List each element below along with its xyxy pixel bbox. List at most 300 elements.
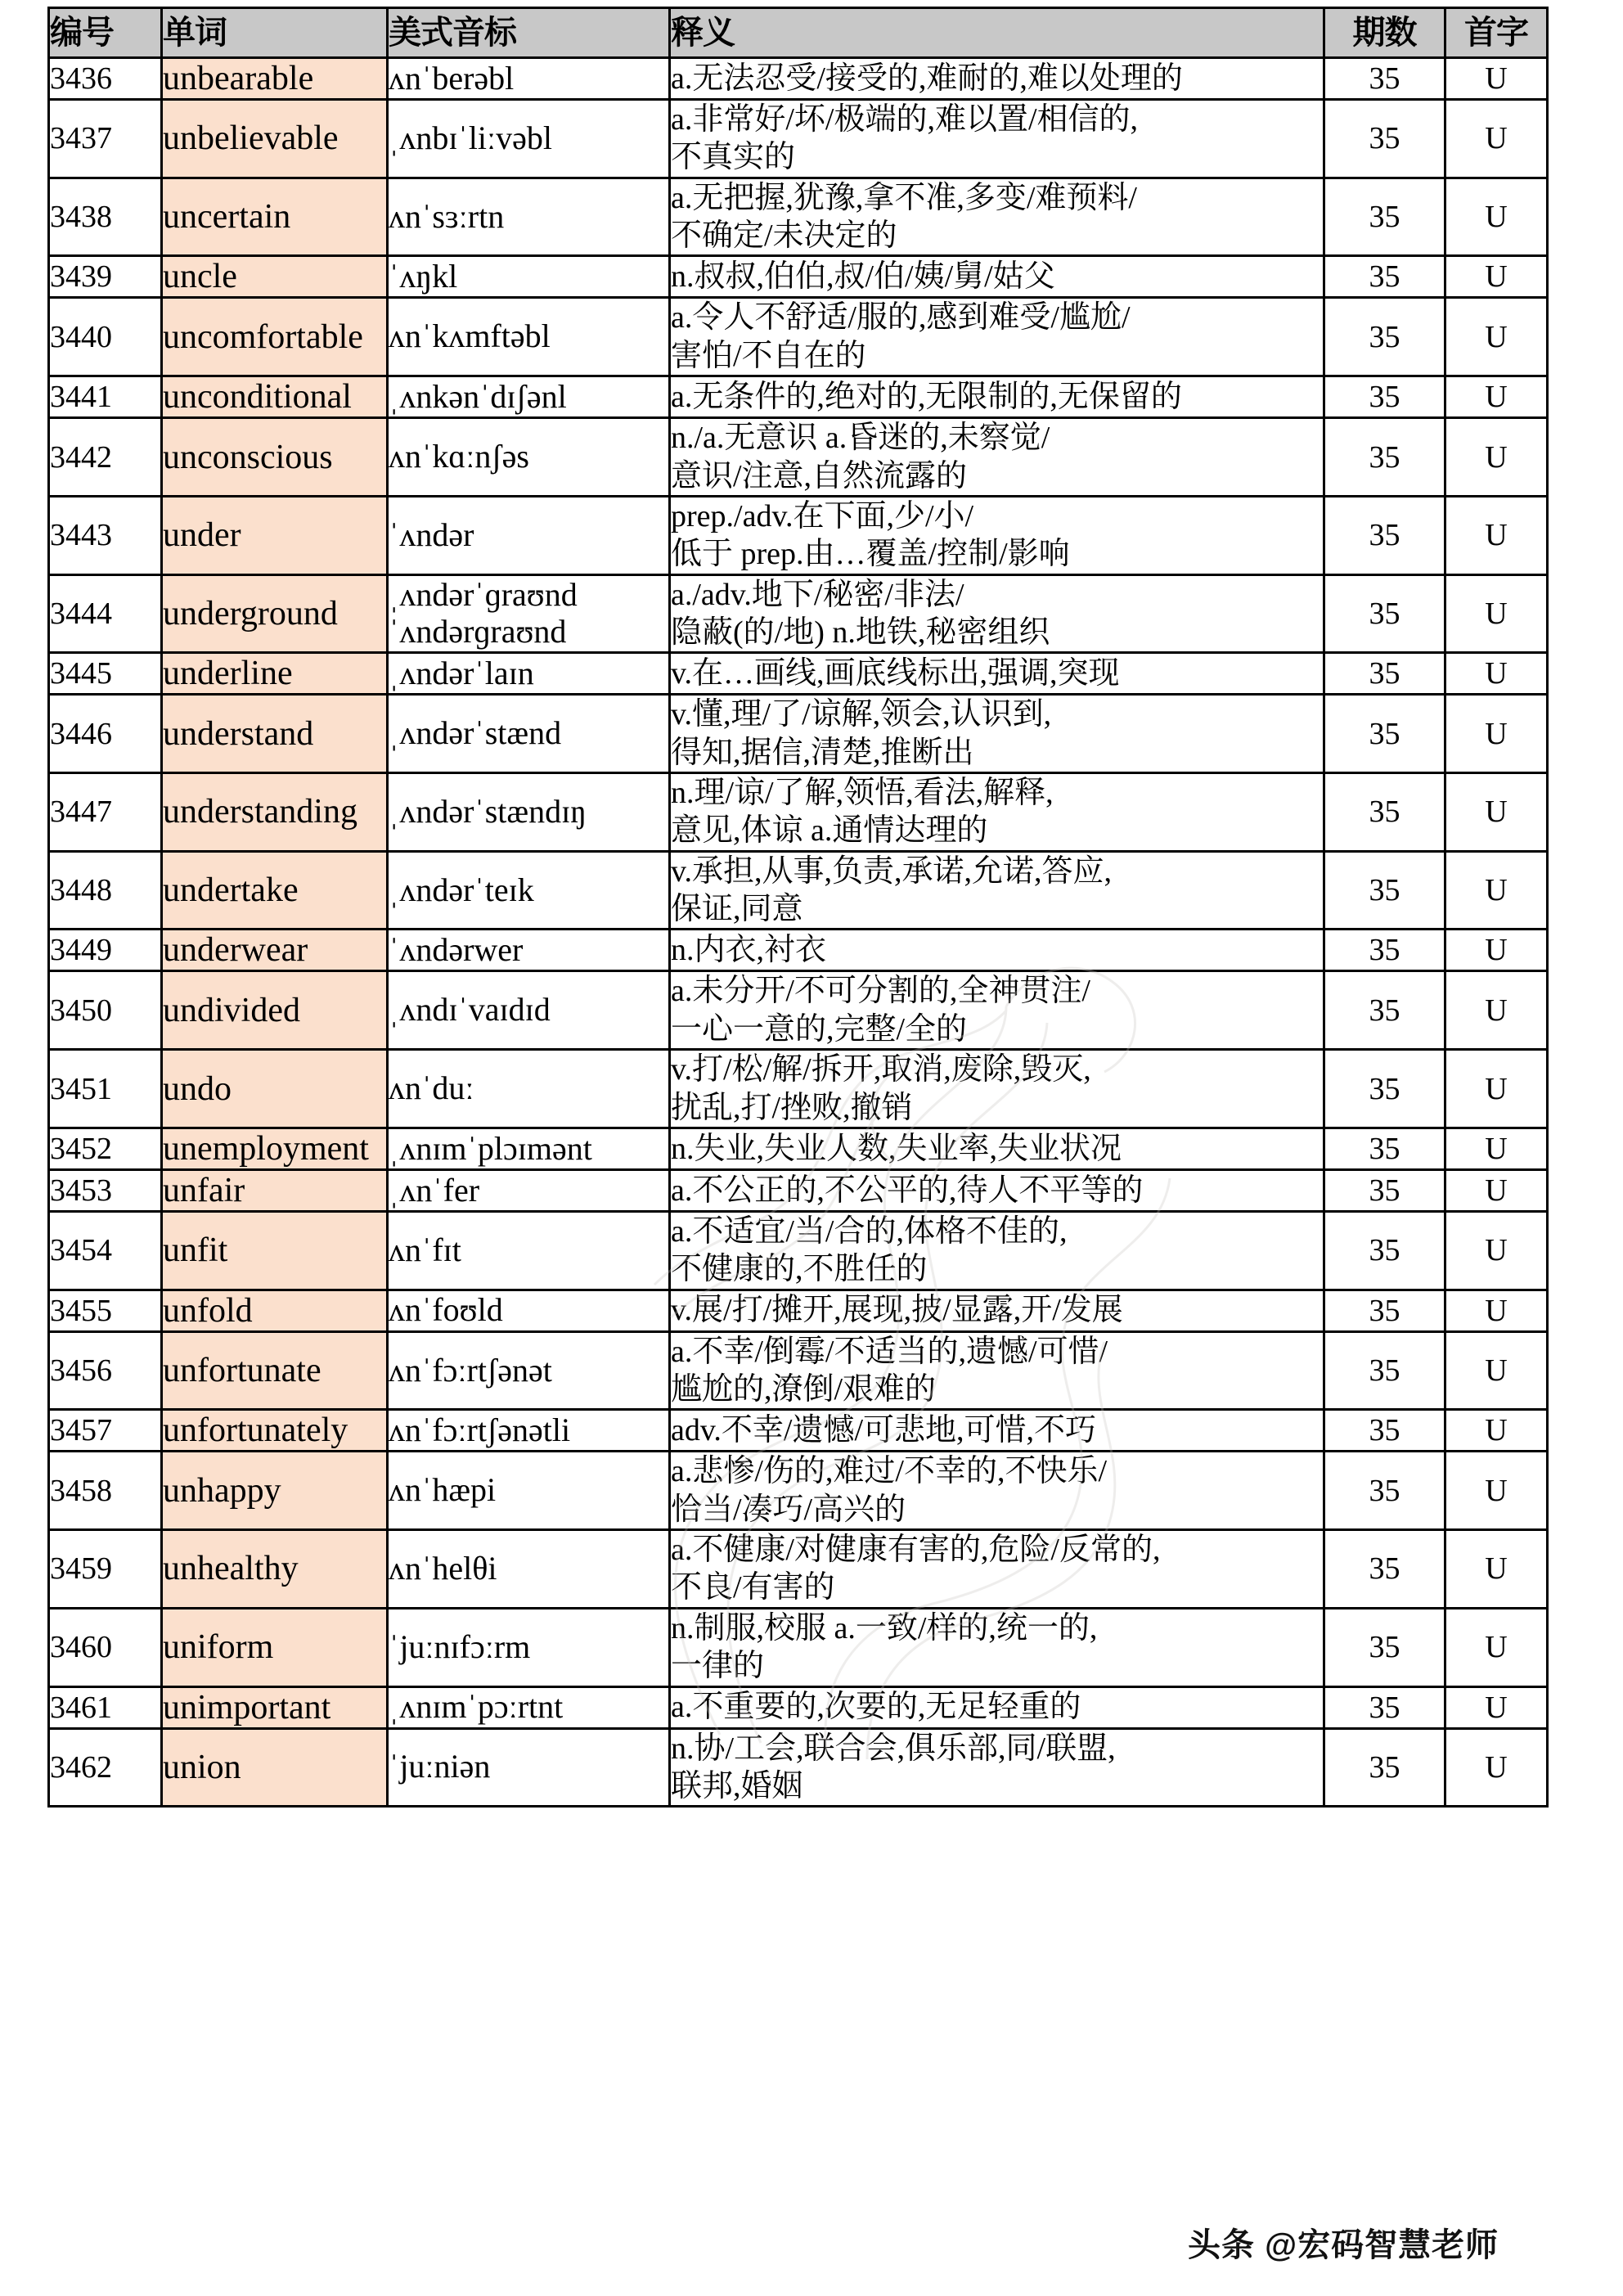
table-row xyxy=(49,298,1548,376)
table-row xyxy=(49,100,1548,178)
ipa-line: ˌʌndərˈɡraʊnd xyxy=(389,576,578,614)
cell-letter: U xyxy=(1445,1608,1548,1686)
cell-issue: 35 xyxy=(1324,1331,1445,1410)
cell-word xyxy=(162,971,388,1050)
ipa-line: ˌʌndərˈstænd xyxy=(389,714,562,752)
cell-issue: 35 xyxy=(1324,1410,1445,1452)
word-text: understanding xyxy=(163,793,357,831)
table-row xyxy=(49,1169,1548,1211)
definition-line: n.制服,校服 a.一致/样的,统一的, xyxy=(671,1610,1098,1645)
ipa-line: ˈjuːniən xyxy=(389,1748,491,1785)
cell-definition xyxy=(670,1128,1324,1169)
cell-definition xyxy=(670,1608,1324,1686)
ipa-line: ʌnˈduː xyxy=(389,1069,474,1107)
definition-line: 联邦,婚姻 xyxy=(671,1768,803,1803)
table-row xyxy=(49,418,1548,497)
cell-letter: U xyxy=(1445,1686,1548,1728)
cell-id: 3436 xyxy=(49,58,162,100)
cell-letter: U xyxy=(1445,298,1548,376)
cell-letter: U xyxy=(1445,1290,1548,1331)
cell-letter: U xyxy=(1445,653,1548,695)
cell-issue: 35 xyxy=(1324,256,1445,298)
cell-ipa xyxy=(388,930,670,971)
word-text: underwear xyxy=(163,931,308,970)
cell-issue: 35 xyxy=(1324,496,1445,574)
cell-ipa xyxy=(388,574,670,653)
ipa-line: ˈʌŋkl xyxy=(389,258,458,295)
cell-letter: U xyxy=(1445,418,1548,497)
definition-line: a./adv.地下/秘密/非法/ xyxy=(671,577,964,612)
cell-word xyxy=(162,653,388,695)
cell-definition xyxy=(670,1728,1324,1807)
cell-issue: 35 xyxy=(1324,1530,1445,1609)
cell-issue: 35 xyxy=(1324,178,1445,256)
cell-id: 3451 xyxy=(49,1050,162,1128)
cell-issue: 35 xyxy=(1324,1608,1445,1686)
definition-line: 保证,同意 xyxy=(671,892,803,927)
cell-id: 3450 xyxy=(49,971,162,1050)
cell-ipa xyxy=(388,1331,670,1410)
cell-ipa xyxy=(388,256,670,298)
definition-line: n.失业,失业人数,失业率,失业状况 xyxy=(671,1131,1122,1166)
cell-definition xyxy=(670,930,1324,971)
word-text: unconditional xyxy=(163,378,352,416)
cell-word xyxy=(162,1728,388,1807)
header-row xyxy=(49,8,1548,58)
word-text: unfair xyxy=(163,1171,245,1209)
definition-line: a.无法忍受/接受的,难耐的,难以处理的 xyxy=(671,61,1183,96)
definition-line: 扰乱,打/挫败,撤销 xyxy=(671,1090,913,1125)
cell-id: 3453 xyxy=(49,1169,162,1211)
cell-issue: 35 xyxy=(1324,653,1445,695)
table-row xyxy=(49,256,1548,298)
cell-id: 3438 xyxy=(49,178,162,256)
cell-ipa xyxy=(388,773,670,852)
word-text: unconscious xyxy=(163,438,333,476)
cell-id: 3455 xyxy=(49,1290,162,1331)
definition-line: 意见,体谅 a.通情达理的 xyxy=(671,813,988,849)
cell-issue: 35 xyxy=(1324,418,1445,497)
word-text: unfortunately xyxy=(163,1411,348,1450)
cell-issue: 35 xyxy=(1324,1452,1445,1530)
cell-definition xyxy=(670,1410,1324,1452)
cell-letter: U xyxy=(1445,1331,1548,1410)
cell-issue: 35 xyxy=(1324,1290,1445,1331)
word-text: uncle xyxy=(163,258,237,296)
word-text: unbearable xyxy=(163,60,314,97)
cell-letter: U xyxy=(1445,1452,1548,1530)
cell-ipa xyxy=(388,1608,670,1686)
cell-letter: U xyxy=(1445,1410,1548,1452)
table-row xyxy=(49,1728,1548,1807)
word-text: undertake xyxy=(163,871,299,910)
definition-line: 不健康的,不胜任的 xyxy=(671,1252,928,1287)
definition-line: n.内衣,衬衣 xyxy=(671,933,827,968)
cell-word xyxy=(162,178,388,256)
ipa-line: ʌnˈberəbl xyxy=(389,59,515,97)
cell-letter: U xyxy=(1445,851,1548,930)
table-row xyxy=(49,1211,1548,1290)
table-row xyxy=(49,1608,1548,1686)
cell-word xyxy=(162,1331,388,1410)
cell-definition xyxy=(670,971,1324,1050)
cell-issue: 35 xyxy=(1324,851,1445,930)
cell-id: 3452 xyxy=(49,1128,162,1169)
definition-line: 得知,据信,清楚,推断出 xyxy=(671,735,974,770)
column-header-word: 单词 xyxy=(162,8,388,58)
word-text: uncomfortable xyxy=(163,317,363,356)
ipa-line: ʌnˈsɜːrtn xyxy=(389,197,505,235)
definition-line: a.无把握,犹豫,拿不准,多变/难预料/ xyxy=(671,180,1137,215)
cell-definition xyxy=(670,496,1324,574)
word-text: unfit xyxy=(163,1231,228,1270)
ipa-line: ʌnˈfoʊld xyxy=(389,1291,503,1329)
definition-line: a.不重要的,次要的,无足轻重的 xyxy=(671,1690,1081,1725)
cell-issue: 35 xyxy=(1324,376,1445,418)
ipa-line: ˈʌndər xyxy=(389,515,474,553)
table-row xyxy=(49,1452,1548,1530)
ipa-line: ʌnˈhelθi xyxy=(389,1550,497,1587)
cell-issue: 35 xyxy=(1324,1050,1445,1128)
cell-letter: U xyxy=(1445,1530,1548,1609)
definition-line: a.非常好/坏/极端的,难以置/相信的, xyxy=(671,102,1139,137)
definition-line: a.不公正的,不公平的,待人不平等的 xyxy=(671,1173,1144,1208)
definition-line: v.展/打/摊开,展现,披/显露,开/发展 xyxy=(671,1293,1123,1328)
ipa-line: ʌnˈfɔːrtʃənət xyxy=(389,1351,552,1389)
ipa-line: ʌnˈfɪt xyxy=(389,1231,461,1268)
cell-word xyxy=(162,1211,388,1290)
cell-issue: 35 xyxy=(1324,298,1445,376)
word-text: under xyxy=(163,516,241,555)
cell-ipa xyxy=(388,1290,670,1331)
cell-id: 3462 xyxy=(49,1728,162,1807)
cell-id: 3447 xyxy=(49,773,162,852)
cell-word xyxy=(162,574,388,653)
ipa-line: ˈʌndərwer xyxy=(389,931,524,969)
cell-word xyxy=(162,418,388,497)
cell-ipa xyxy=(388,653,670,695)
table-row xyxy=(49,1128,1548,1169)
word-text: union xyxy=(163,1748,241,1786)
definition-line: 不良/有害的 xyxy=(671,1570,835,1605)
column-header-ipa: 美式音标 xyxy=(388,8,670,58)
cell-id: 3445 xyxy=(49,653,162,695)
vocabulary-table xyxy=(47,7,1549,1808)
cell-word xyxy=(162,1050,388,1128)
cell-letter: U xyxy=(1445,971,1548,1050)
cell-issue: 35 xyxy=(1324,1169,1445,1211)
cell-ipa xyxy=(388,695,670,773)
ipa-line: ʌnˈkʌmftəbl xyxy=(389,317,551,355)
ipa-line: ˌʌnɪmˈplɔɪmənt xyxy=(389,1129,592,1167)
cell-definition xyxy=(670,298,1324,376)
definition-line: 一心一意的,完整/全的 xyxy=(671,1011,968,1047)
word-text: underline xyxy=(163,655,293,693)
cell-issue: 35 xyxy=(1324,773,1445,852)
cell-definition xyxy=(670,178,1324,256)
cell-letter: U xyxy=(1445,1211,1548,1290)
ipa-line: ˈʌndərɡraʊnd xyxy=(389,612,567,650)
definition-line: a.不适宜/当/合的,体格不佳的, xyxy=(671,1213,1068,1249)
cell-definition xyxy=(670,695,1324,773)
cell-issue: 35 xyxy=(1324,574,1445,653)
table-row xyxy=(49,1290,1548,1331)
cell-definition xyxy=(670,1290,1324,1331)
cell-id: 3449 xyxy=(49,930,162,971)
word-text: uniform xyxy=(163,1628,274,1667)
cell-word xyxy=(162,1410,388,1452)
cell-word xyxy=(162,1169,388,1211)
footer-watermark: 头条 @宏码智慧老师 xyxy=(1188,2227,1499,2263)
cell-definition xyxy=(670,1169,1324,1211)
cell-definition xyxy=(670,1211,1324,1290)
cell-ipa xyxy=(388,1728,670,1807)
cell-word xyxy=(162,930,388,971)
word-text: unfortunate xyxy=(163,1351,321,1389)
column-header-letter: 首字 xyxy=(1445,8,1548,58)
ipa-line: ˌʌnbɪˈliːvəbl xyxy=(389,119,552,156)
cell-definition xyxy=(670,653,1324,695)
cell-definition xyxy=(670,773,1324,852)
definition-line: a.无条件的,绝对的,无限制的,无保留的 xyxy=(671,379,1182,414)
cell-definition xyxy=(670,1050,1324,1128)
table-row xyxy=(49,851,1548,930)
definition-line: 一律的 xyxy=(671,1649,765,1684)
cell-word xyxy=(162,58,388,100)
column-header-definition: 释义 xyxy=(670,8,1324,58)
word-text: unfold xyxy=(163,1291,253,1330)
table-row xyxy=(49,178,1548,256)
definition-line: a.悲惨/伤的,难过/不幸的,不快乐/ xyxy=(671,1454,1108,1489)
word-text: unimportant xyxy=(163,1688,331,1727)
cell-ipa xyxy=(388,1128,670,1169)
cell-letter: U xyxy=(1445,256,1548,298)
table-row xyxy=(49,1530,1548,1609)
cell-ipa xyxy=(388,851,670,930)
table-row xyxy=(49,1410,1548,1452)
ipa-line: ˌʌndərˈteɪk xyxy=(389,871,534,908)
definition-line: n.叔叔,伯伯,叔/伯/姨/舅/姑父 xyxy=(671,259,1055,295)
table-row xyxy=(49,695,1548,773)
cell-ipa xyxy=(388,1050,670,1128)
cell-word xyxy=(162,773,388,852)
definition-line: a.未分开/不可分割的,全神贯注/ xyxy=(671,974,1090,1009)
cell-letter: U xyxy=(1445,1128,1548,1169)
cell-letter: U xyxy=(1445,574,1548,653)
ipa-line: ˌʌnkənˈdɪʃənl xyxy=(389,377,567,415)
definition-line: n.协/工会,联合会,俱乐部,同/联盟, xyxy=(671,1731,1116,1766)
cell-letter: U xyxy=(1445,695,1548,773)
cell-ipa xyxy=(388,1452,670,1530)
cell-definition xyxy=(670,1331,1324,1410)
cell-definition xyxy=(670,256,1324,298)
column-header-id: 编号 xyxy=(49,8,162,58)
word-text: undivided xyxy=(163,991,300,1029)
ipa-line: ˈjuːnɪfɔːrm xyxy=(389,1627,531,1665)
definition-line: 不真实的 xyxy=(671,140,796,175)
cell-definition xyxy=(670,58,1324,100)
cell-id: 3444 xyxy=(49,574,162,653)
cell-id: 3459 xyxy=(49,1530,162,1609)
cell-id: 3446 xyxy=(49,695,162,773)
cell-word xyxy=(162,1608,388,1686)
cell-id: 3454 xyxy=(49,1211,162,1290)
definition-line: a.不幸/倒霉/不适当的,遗憾/可惜/ xyxy=(671,1334,1108,1369)
cell-ipa xyxy=(388,1410,670,1452)
table-row xyxy=(49,376,1548,418)
ipa-line: ʌnˈfɔːrtʃənətli xyxy=(389,1411,571,1448)
cell-definition xyxy=(670,851,1324,930)
word-text: uncertain xyxy=(163,198,291,236)
table-row xyxy=(49,653,1548,695)
definition-line: 不确定/未决定的 xyxy=(671,218,897,254)
cell-ipa xyxy=(388,496,670,574)
cell-id: 3443 xyxy=(49,496,162,574)
definition-line: adv.不幸/遗憾/可悲地,可惜,不巧 xyxy=(671,1413,1097,1448)
cell-letter: U xyxy=(1445,1050,1548,1128)
cell-ipa xyxy=(388,1686,670,1728)
word-text: undo xyxy=(163,1069,232,1108)
table-header xyxy=(49,8,1548,58)
definition-line: v.打/松/解/拆开,取消,废除,毁灭, xyxy=(671,1052,1091,1087)
cell-id: 3456 xyxy=(49,1331,162,1410)
cell-definition xyxy=(670,574,1324,653)
cell-definition xyxy=(670,1452,1324,1530)
definition-line: n.理/谅/了解,领悟,看法,解释, xyxy=(671,776,1054,811)
cell-letter: U xyxy=(1445,178,1548,256)
definition-line: 恰当/凑巧/高兴的 xyxy=(671,1492,906,1527)
vocabulary-sheet xyxy=(47,7,1546,1808)
cell-letter: U xyxy=(1445,930,1548,971)
cell-ipa xyxy=(388,178,670,256)
cell-issue: 35 xyxy=(1324,1686,1445,1728)
definition-line: prep./adv.在下面,少/小/ xyxy=(671,498,974,533)
cell-id: 3448 xyxy=(49,851,162,930)
cell-ipa xyxy=(388,100,670,178)
table-row xyxy=(49,930,1548,971)
cell-word xyxy=(162,1452,388,1530)
cell-word xyxy=(162,298,388,376)
cell-letter: U xyxy=(1445,1728,1548,1807)
definition-line: 隐蔽(的/地) n.地铁,秘密组织 xyxy=(671,615,1050,650)
cell-issue: 35 xyxy=(1324,1211,1445,1290)
word-text: unhappy xyxy=(163,1471,281,1510)
cell-word xyxy=(162,1128,388,1169)
table-row xyxy=(49,58,1548,100)
cell-word xyxy=(162,1686,388,1728)
cell-letter: U xyxy=(1445,58,1548,100)
definition-line: v.在…画线,画底线标出,强调,突现 xyxy=(671,656,1120,691)
word-text: underground xyxy=(163,594,338,633)
cell-id: 3461 xyxy=(49,1686,162,1728)
cell-ipa xyxy=(388,418,670,497)
cell-id: 3439 xyxy=(49,256,162,298)
table-row xyxy=(49,1331,1548,1410)
definition-line: n./a.无意识 a.昏迷的,未察觉/ xyxy=(671,421,1050,456)
cell-definition xyxy=(670,1530,1324,1609)
cell-letter: U xyxy=(1445,100,1548,178)
table-row xyxy=(49,1686,1548,1728)
cell-id: 3458 xyxy=(49,1452,162,1530)
cell-word xyxy=(162,376,388,418)
definition-line: 尴尬的,潦倒/艰难的 xyxy=(671,1371,937,1407)
cell-word xyxy=(162,695,388,773)
cell-ipa xyxy=(388,298,670,376)
ipa-line: ˌʌndərˈstændɪŋ xyxy=(389,792,587,830)
word-text: understand xyxy=(163,714,314,753)
cell-definition xyxy=(670,376,1324,418)
cell-ipa xyxy=(388,376,670,418)
cell-issue: 35 xyxy=(1324,695,1445,773)
table-body xyxy=(49,58,1548,1807)
table-row xyxy=(49,773,1548,852)
definition-line: 意识/注意,自然流露的 xyxy=(671,458,968,493)
cell-ipa xyxy=(388,58,670,100)
cell-id: 3441 xyxy=(49,376,162,418)
table-row xyxy=(49,1050,1548,1128)
cell-letter: U xyxy=(1445,496,1548,574)
cell-word xyxy=(162,496,388,574)
ipa-line: ˌʌndərˈlaɪn xyxy=(389,654,534,691)
cell-issue: 35 xyxy=(1324,58,1445,100)
cell-id: 3457 xyxy=(49,1410,162,1452)
definition-line: a.令人不舒适/服的,感到难受/尴尬/ xyxy=(671,300,1131,335)
ipa-line: ˌʌnɪmˈpɔːrtnt xyxy=(389,1688,564,1726)
definition-line: a.不健康/对健康有害的,危险/反常的, xyxy=(671,1533,1161,1568)
cell-id: 3460 xyxy=(49,1608,162,1686)
cell-issue: 35 xyxy=(1324,100,1445,178)
table-row xyxy=(49,574,1548,653)
cell-issue: 35 xyxy=(1324,930,1445,971)
cell-letter: U xyxy=(1445,773,1548,852)
word-text: unemployment xyxy=(163,1129,369,1168)
ipa-line: ʌnˈhæpi xyxy=(389,1471,497,1509)
cell-ipa xyxy=(388,1530,670,1609)
cell-word xyxy=(162,1290,388,1331)
cell-issue: 35 xyxy=(1324,1128,1445,1169)
cell-ipa xyxy=(388,1211,670,1290)
definition-line: 低于 prep.由…覆盖/控制/影响 xyxy=(671,537,1070,572)
definition-line: v.懂,理/了/谅解,领会,认识到, xyxy=(671,697,1052,732)
word-text: unhealthy xyxy=(163,1550,299,1588)
cell-ipa xyxy=(388,971,670,1050)
cell-definition xyxy=(670,1686,1324,1728)
definition-line: 害怕/不自在的 xyxy=(671,338,866,373)
definition-line: v.承担,从事,负责,承诺,允诺,答应, xyxy=(671,853,1113,889)
table-row xyxy=(49,496,1548,574)
cell-definition xyxy=(670,418,1324,497)
cell-letter: U xyxy=(1445,376,1548,418)
table-row xyxy=(49,971,1548,1050)
ipa-line: ˌʌnˈfer xyxy=(389,1171,480,1209)
cell-word xyxy=(162,256,388,298)
cell-word xyxy=(162,100,388,178)
cell-letter: U xyxy=(1445,1169,1548,1211)
cell-definition xyxy=(670,100,1324,178)
cell-id: 3442 xyxy=(49,418,162,497)
cell-word xyxy=(162,1530,388,1609)
ipa-line: ʌnˈkɑːnʃəs xyxy=(389,438,529,475)
cell-id: 3437 xyxy=(49,100,162,178)
cell-ipa xyxy=(388,1169,670,1211)
cell-issue: 35 xyxy=(1324,1728,1445,1807)
cell-issue: 35 xyxy=(1324,971,1445,1050)
cell-word xyxy=(162,851,388,930)
cell-id: 3440 xyxy=(49,298,162,376)
ipa-line: ˌʌndɪˈvaɪdɪd xyxy=(389,991,551,1029)
column-header-issue: 期数 xyxy=(1324,8,1445,58)
word-text: unbelievable xyxy=(163,119,339,158)
